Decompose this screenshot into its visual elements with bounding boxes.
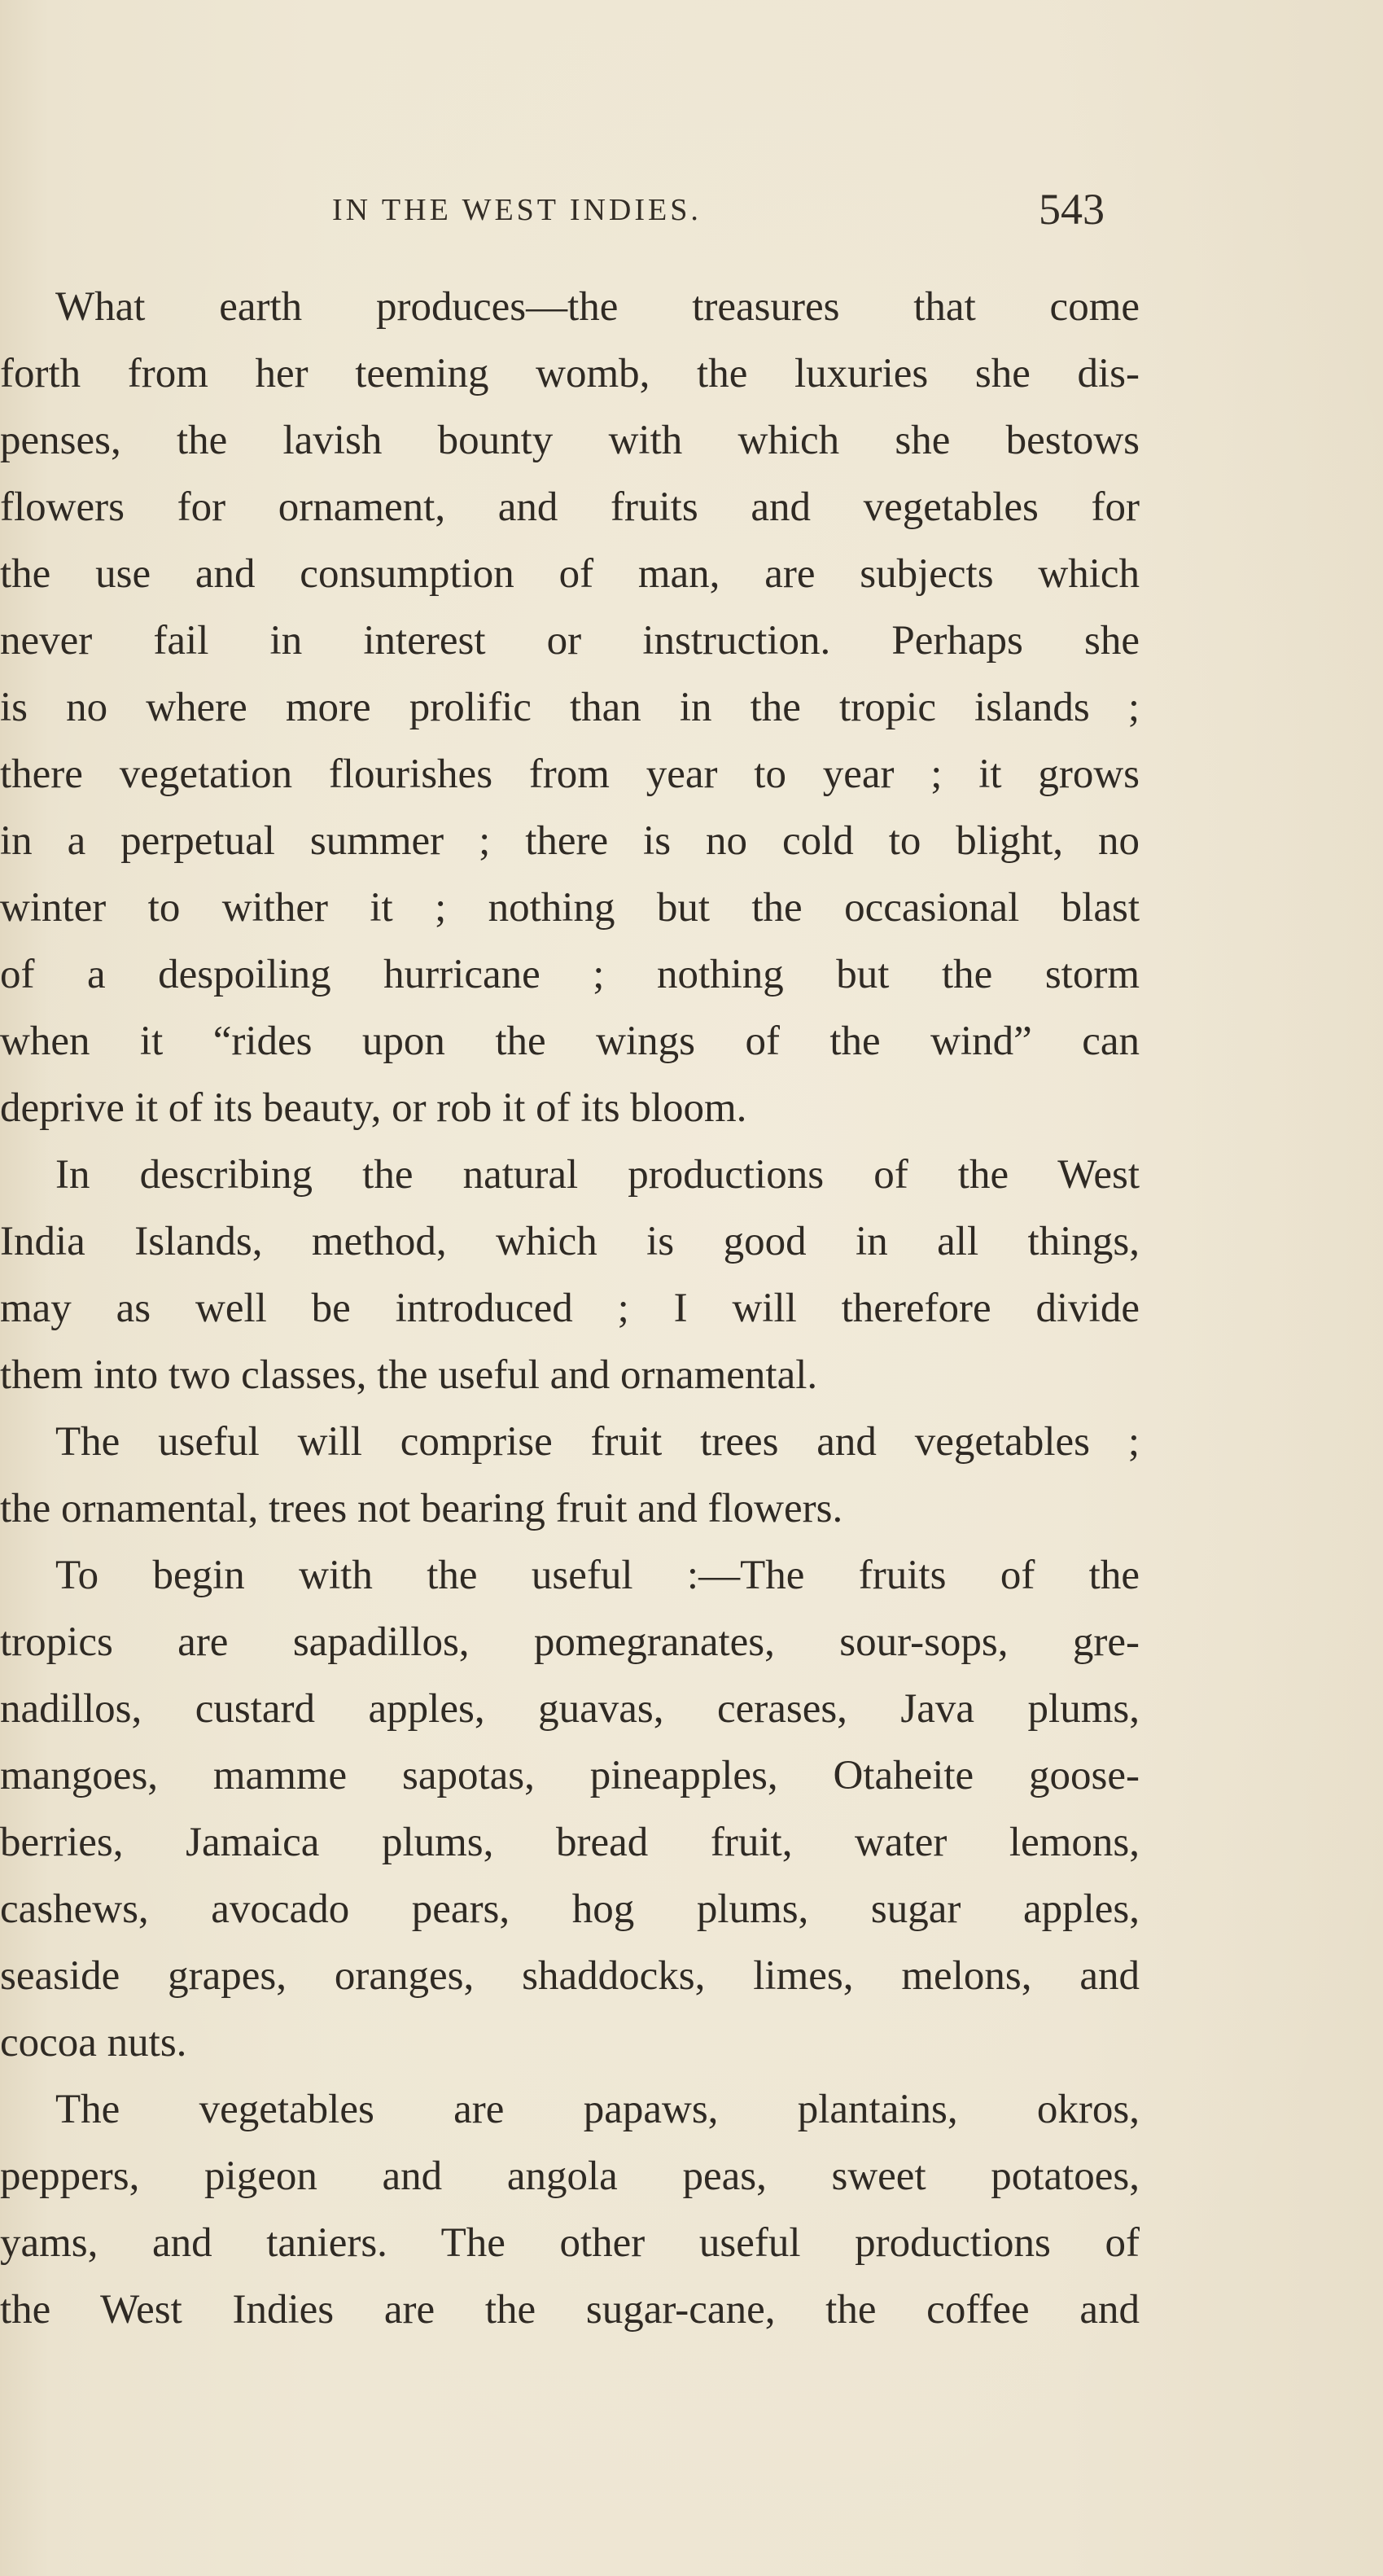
text-line: In describing the natural productions of the West — [55, 1152, 1140, 1198]
text-line: yams, and taniers. The other useful productions of — [0, 2220, 1140, 2266]
text-line: cocoa nuts. — [0, 2020, 187, 2066]
page-number: 543 — [1039, 185, 1105, 234]
text-line: there vegetation flourishes from year to year ; it grows — [0, 751, 1140, 797]
text-line: peppers, pigeon and angola peas, sweet potatoes, — [0, 2153, 1140, 2199]
text-line: of a despoiling hurricane ; nothing but the storm — [0, 952, 1140, 997]
text-line: tropics are sapadillos, pomegranates, sour-sops, gre- — [0, 1619, 1140, 1665]
text-line: deprive it of its beauty, or rob it of its bloom. — [0, 1085, 747, 1131]
text-line: in a perpetual summer ; there is no cold to blight, no — [0, 818, 1140, 864]
text-line: mangoes, mamme sapotas, pineapples, Otaheite goose- — [0, 1753, 1140, 1798]
text-line: the use and consumption of man, are subjects which — [0, 551, 1140, 597]
text-line: forth from her teeming womb, the luxuries she dis- — [0, 351, 1140, 396]
text-line: when it “rides upon the wings of the wind” can — [0, 1019, 1140, 1064]
text-line: cashews, avocado pears, hog plums, sugar apples, — [0, 1886, 1140, 1932]
text-line: What earth produces—the treasures that come — [55, 284, 1140, 330]
text-line: penses, the lavish bounty with which she bestows — [0, 418, 1140, 463]
text-line: India Islands, method, which is good in all things, — [0, 1219, 1140, 1264]
text-line: nadillos, custard apples, guavas, cerases, Java plums, — [0, 1686, 1140, 1732]
text-line: may as well be introduced ; I will therefore divide — [0, 1286, 1140, 1331]
text-line: the ornamental, trees not bearing fruit and flowers. — [0, 1486, 843, 1531]
text-line: is no where more prolific than in the tropic islands ; — [0, 685, 1140, 730]
text-line: seaside grapes, oranges, shaddocks, limes, melons, and — [0, 1953, 1140, 1999]
text-line: flowers for ornament, and fruits and vegetables for — [0, 484, 1140, 530]
text-line: winter to wither it ; nothing but the occasional blast — [0, 885, 1140, 931]
text-line: them into two classes, the useful and ornamental. — [0, 1352, 818, 1398]
text-line: never fail in interest or instruction. Perhaps she — [0, 618, 1140, 664]
text-line: the West Indies are the sugar-cane, the coffee and — [0, 2287, 1140, 2333]
text-line: The useful will comprise fruit trees and vegetables ; — [55, 1419, 1140, 1465]
text-line: berries, Jamaica plums, bread fruit, water lemons, — [0, 1820, 1140, 1865]
text-line: The vegetables are papaws, plantains, okros, — [55, 2087, 1140, 2132]
body-text — [0, 274, 1140, 2343]
text-line: To begin with the useful :—The fruits of the — [55, 1553, 1140, 1598]
running-head — [0, 186, 1383, 243]
running-title: IN THE WEST INDIES. — [332, 193, 702, 227]
